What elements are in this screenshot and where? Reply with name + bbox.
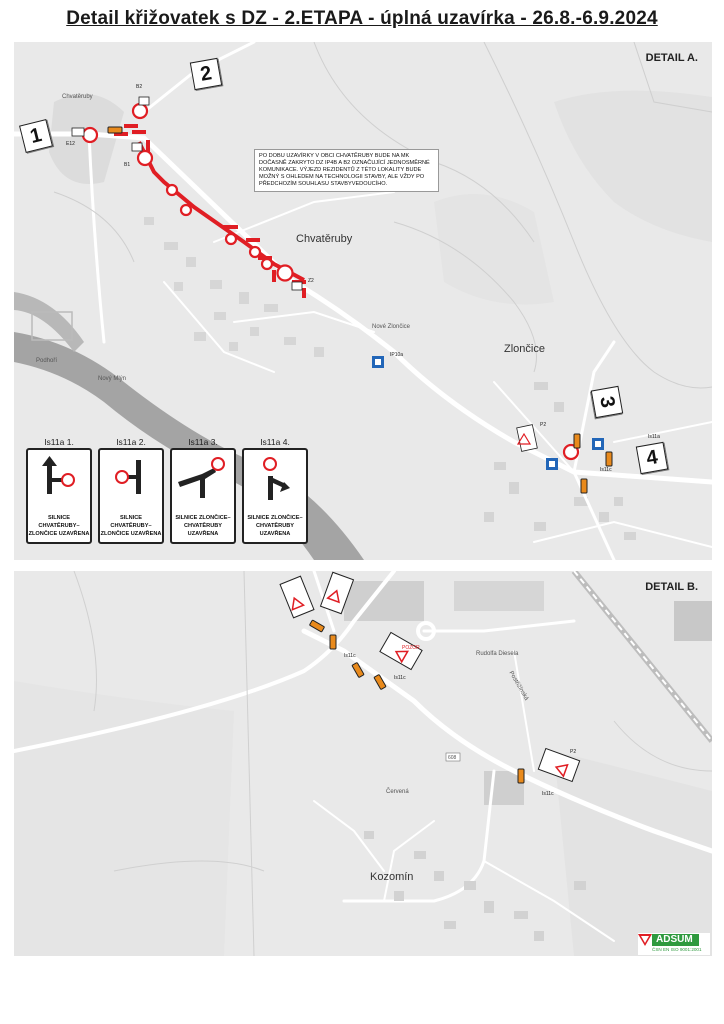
junction-bubble-2: 2 <box>190 58 222 90</box>
place-nove-zloncice: Nové Zlončice <box>372 324 411 330</box>
tag-is11c-b3: Is11c <box>542 791 554 797</box>
detail-b-map <box>14 571 712 956</box>
place-kozomin: Kozomín <box>370 871 414 883</box>
legend-code: Is11a 3. <box>188 437 218 447</box>
place-podhori: Podhoří <box>36 358 58 364</box>
legend-caption: SILNICE CHVATĚRUBY–ZLONČICE UZAVŘENA <box>28 515 90 537</box>
tag-e12: E12 <box>66 141 75 147</box>
legend-board <box>26 448 92 544</box>
junction-bubble-3: 3 <box>591 386 623 418</box>
legend-caption: SILNICE CHVATĚRUBY–ZLONČICE UZAVŘENA <box>100 515 162 537</box>
detail-a-map <box>14 42 712 560</box>
legend-code: Is11a 2. <box>116 437 146 447</box>
legend-board <box>242 448 308 544</box>
street-postrizinska: Postřižínská <box>507 670 530 702</box>
tag-is11a: Is11a <box>648 434 660 440</box>
legend-is11a-1 <box>26 437 92 544</box>
road-number: 608 <box>448 755 457 761</box>
junction-bubble-1: 1 <box>19 119 53 153</box>
street-rudolfa-diesela: Rudolfa Diesela <box>476 651 519 657</box>
detail-b-label: DETAIL B. <box>645 581 698 593</box>
turn-right-arrow-icon <box>244 456 306 506</box>
legend-code: Is11a 4. <box>260 437 290 447</box>
tag-is11c: Is11c <box>600 467 612 473</box>
logo-name: ADSUM <box>652 934 699 946</box>
place-chvateruby-small: Chvatěruby <box>62 94 93 100</box>
legend-is11a-2 <box>98 437 164 544</box>
warning-board-2 <box>314 571 374 631</box>
junction-bubble-4: 4 <box>636 442 668 474</box>
tag-is11c-b1: Is11c <box>344 653 356 659</box>
place-novy-mlyn: Nový Mlýn <box>98 376 127 382</box>
adsum-triangle-icon <box>638 933 652 947</box>
legend-is11a-4 <box>242 437 308 544</box>
adsum-logo <box>638 933 710 955</box>
tag-pozor: POZOR <box>402 645 420 651</box>
legend-caption: SILNICE ZLONČICE–CHVATĚRUBY UZAVŘENA <box>175 515 231 537</box>
street-cervena: Červená <box>386 789 409 795</box>
page-title: Detail křižovatek s DZ - 2.ETAPA - úplná uzavírka - 26.8.-6.9.2024 <box>66 8 658 29</box>
legend-caption: SILNICE ZLONČICE–CHVATĚRUBY UZAVŘENA <box>247 515 303 537</box>
tag-p2-b: P2 <box>570 749 577 755</box>
logo-cert: ČSN EN ISO 9001:2001 <box>652 947 702 952</box>
tag-z2: Z2 <box>308 278 314 284</box>
tag-ip10a: IP10a <box>390 352 404 358</box>
legend-board <box>98 448 164 544</box>
side-road-icon <box>100 456 162 506</box>
detail-a-label: DETAIL A. <box>645 52 698 64</box>
straight-arrow-icon <box>28 456 90 506</box>
closure-notice: PO DOBU UZAVÍRKY V OBCI CHVATĚRUBY BUDE NA MK DOČASNĚ ZAKRYTO DZ IP4B A B2 OZNAČUJÍCÍ JEDNOSMĚRNÉ KOMUNIKACE. VÝJEZD REZIDENTŮ Z TÉTO LOKALITY BUDE MOŽNÝ S OHLEDEM NA TECHNOLOGII STAVBY, ALE VŽDY PO PŘEDCHOZÍM SOUHLASU STAVBYVEDOUCÍHO. <box>254 149 439 192</box>
legend-is11a-3 <box>170 437 236 544</box>
legend-code: Is11a 1. <box>44 437 74 447</box>
tag-is11c-b2: Is11c <box>394 675 406 681</box>
tag-p2: P2 <box>540 422 547 428</box>
place-chvateruby: Chvatěruby <box>296 233 353 245</box>
warning-board-3 <box>378 625 438 685</box>
tag-b2: B2 <box>136 84 143 90</box>
place-zloncice: Zlončice <box>504 343 545 355</box>
fork-road-icon <box>172 456 234 506</box>
tag-b1: B1 <box>124 162 131 168</box>
legend-board <box>170 448 236 544</box>
